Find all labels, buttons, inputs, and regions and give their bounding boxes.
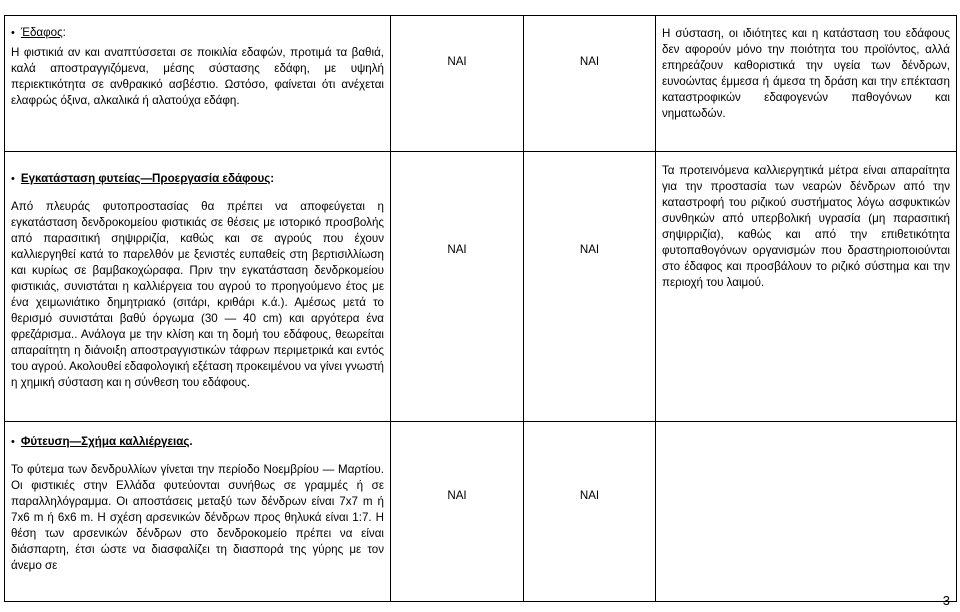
planting-scheme-justification-cell [656, 422, 957, 602]
table-row-soil [5, 16, 957, 152]
soil-description-text: Η φιστικιά αν και αναπτύσσεται σε ποικιλία εδαφών, προτιμά τα βαθιά, καλά αποστραγγιζόμενα, μέσης σύστασης εδάφη, με υψηλή περιεκτικότητα σε ανθρακικό ασβέστιο. Ωστόσο, φαίνεται ότι ανέχεται ελαφρώς όξινα, αλκαλικά ή αλατούχα εδάφη. [11, 46, 384, 107]
yes-label: ΝΑΙ [579, 489, 600, 502]
soil-heading: • Έδαφος: [11, 26, 66, 39]
soil-description-cell [5, 16, 391, 152]
yes-label: ΝΑΙ [447, 489, 467, 502]
planting-prep-col2-cell [391, 152, 524, 422]
planting-prep-justification-text: Τα προτεινόμενα καλλιεργητικά μέτρα είναι απαραίτητα για την προστασία των νεαρών δένδρων από την καταστροφή του ριζικού συστήματος λόγω ασφυκτικών συνθηκών από υπερβολική υγρασία (μη παρασιτική σηψιρριζία), καθώς και από την επιθετικότητα φυτοπαθογόνων οργανισμών που δραστηριοποιούνται στο έδαφος και προσβάλουν το ριζικό σύστημα και την περιοχή του λαιμού. [662, 164, 950, 289]
yes-label: ΝΑΙ [447, 243, 467, 256]
yes-label: ΝΑΙ [447, 55, 467, 68]
planting-prep-heading-text: Εγκατάσταση φυτείας―Προεργασία εδάφους [20, 172, 271, 185]
soil-heading-text: Έδαφος [20, 26, 63, 39]
planting-prep-justification-cell [656, 152, 957, 422]
soil-justification-cell [656, 16, 957, 152]
planting-scheme-col2-cell [391, 422, 524, 602]
planting-prep-col3-cell [524, 152, 656, 422]
yes-label: ΝΑΙ [579, 55, 600, 68]
planting-prep-description-text: Από πλευράς φυτοπροστασίας θα πρέπει να αποφεύγεται η εγκατάσταση δενδροκομείου φιστικιάς σε θέσεις με ιστορικό προσβολής από παρασιτική σηψιρριζία, καθώς και σε αγρούς που έχουν καλλιεργηθεί κατά το παρελθόν με ξενιστές ευπαθείς στη βερτισιλλίωση και κυρίως σε βαμβακοχώραφα. Πριν την εγκατάσταση δενδρκομείου φιστικιάς, συνιστάται η καλλιέργεια του αγρού το προηγούμενο έτος με ένα χειμωνιάτικο δημητριακό (σιτάρι, κριθάρι κ.ά.). Αμέσως μετά το θερισμό συνιστάται βαθύ όργωμα (30 ― 40 cm) και αργότερα ένα φρεζάρισμα.. Ανάλογα με την κλίση και τη δομή του εδάφους, θεωρείται απαραίτητη η διάνοιξη αποστραγγιστικών τάφρων περιμετρικά και εντός του αγρού. Ακολουθεί εδαφολογική εξέταση προκειμένου να γίνει γνωστή η χημική σύσταση και η σύνθεση του εδάφους. [11, 200, 384, 389]
planting-prep-heading: • Εγκατάσταση φυτείας―Προεργασία εδάφους: [11, 172, 275, 185]
yes-label: ΝΑΙ [579, 243, 600, 256]
table-row-planting-scheme [5, 422, 957, 602]
requirements-table [4, 15, 957, 602]
soil-justification-text: Η σύσταση, οι ιδιότητες και η κατάσταση του εδάφους δεν αφορούν μόνο την ποιότητα του προϊόντος, αλλά επηρεάζουν καθοριστικά την υγεία των δένδρων, ευνοώντας έμμεσα ή άμεσα τη δράση και την επέκταση καταστροφικών εδαφογενών παθογόνων και νηματωδών. [662, 27, 950, 120]
soil-col3-cell [524, 16, 656, 152]
bullet-icon: • [11, 27, 15, 39]
page-number: 3 [942, 593, 950, 608]
planting-prep-description-cell [5, 152, 391, 422]
planting-scheme-heading-text: Φύτευση―Σχήμα καλλιέργειας [20, 435, 190, 448]
table-row-planting-prep [5, 152, 957, 422]
soil-col2-cell [391, 16, 524, 152]
planting-scheme-heading: • Φύτευση―Σχήμα καλλιέργειας. [11, 435, 193, 448]
bullet-icon: • [11, 173, 15, 185]
planting-scheme-description-text: Το φύτεμα των δενδρυλλίων γίνεται την περίοδο Νοεμβρίου ― Μαρτίου. Οι φιστικιές στην Ελλάδα φυτεύονται συνήθως σε γραμμές ή σε παραλληλόγραμμα. Οι αποστάσεις μεταξύ των δένδρων είναι 7x7 m ή 7x6 m ή 6x6 m. Η σχέση αρσενικών δένδρων προς θηλυκά είναι 1:7. Η θέση των αρσενικών δένδρων στο δενδροκομείο πρέπει να είναι διάσπαρτη, έτσι ώστε να διασφαλίζει τη διασπορά της γύρης με τον άνεμο σε [11, 463, 384, 572]
planting-scheme-description-cell [5, 422, 391, 602]
bullet-icon: • [11, 436, 15, 448]
planting-scheme-col3-cell [524, 422, 656, 602]
